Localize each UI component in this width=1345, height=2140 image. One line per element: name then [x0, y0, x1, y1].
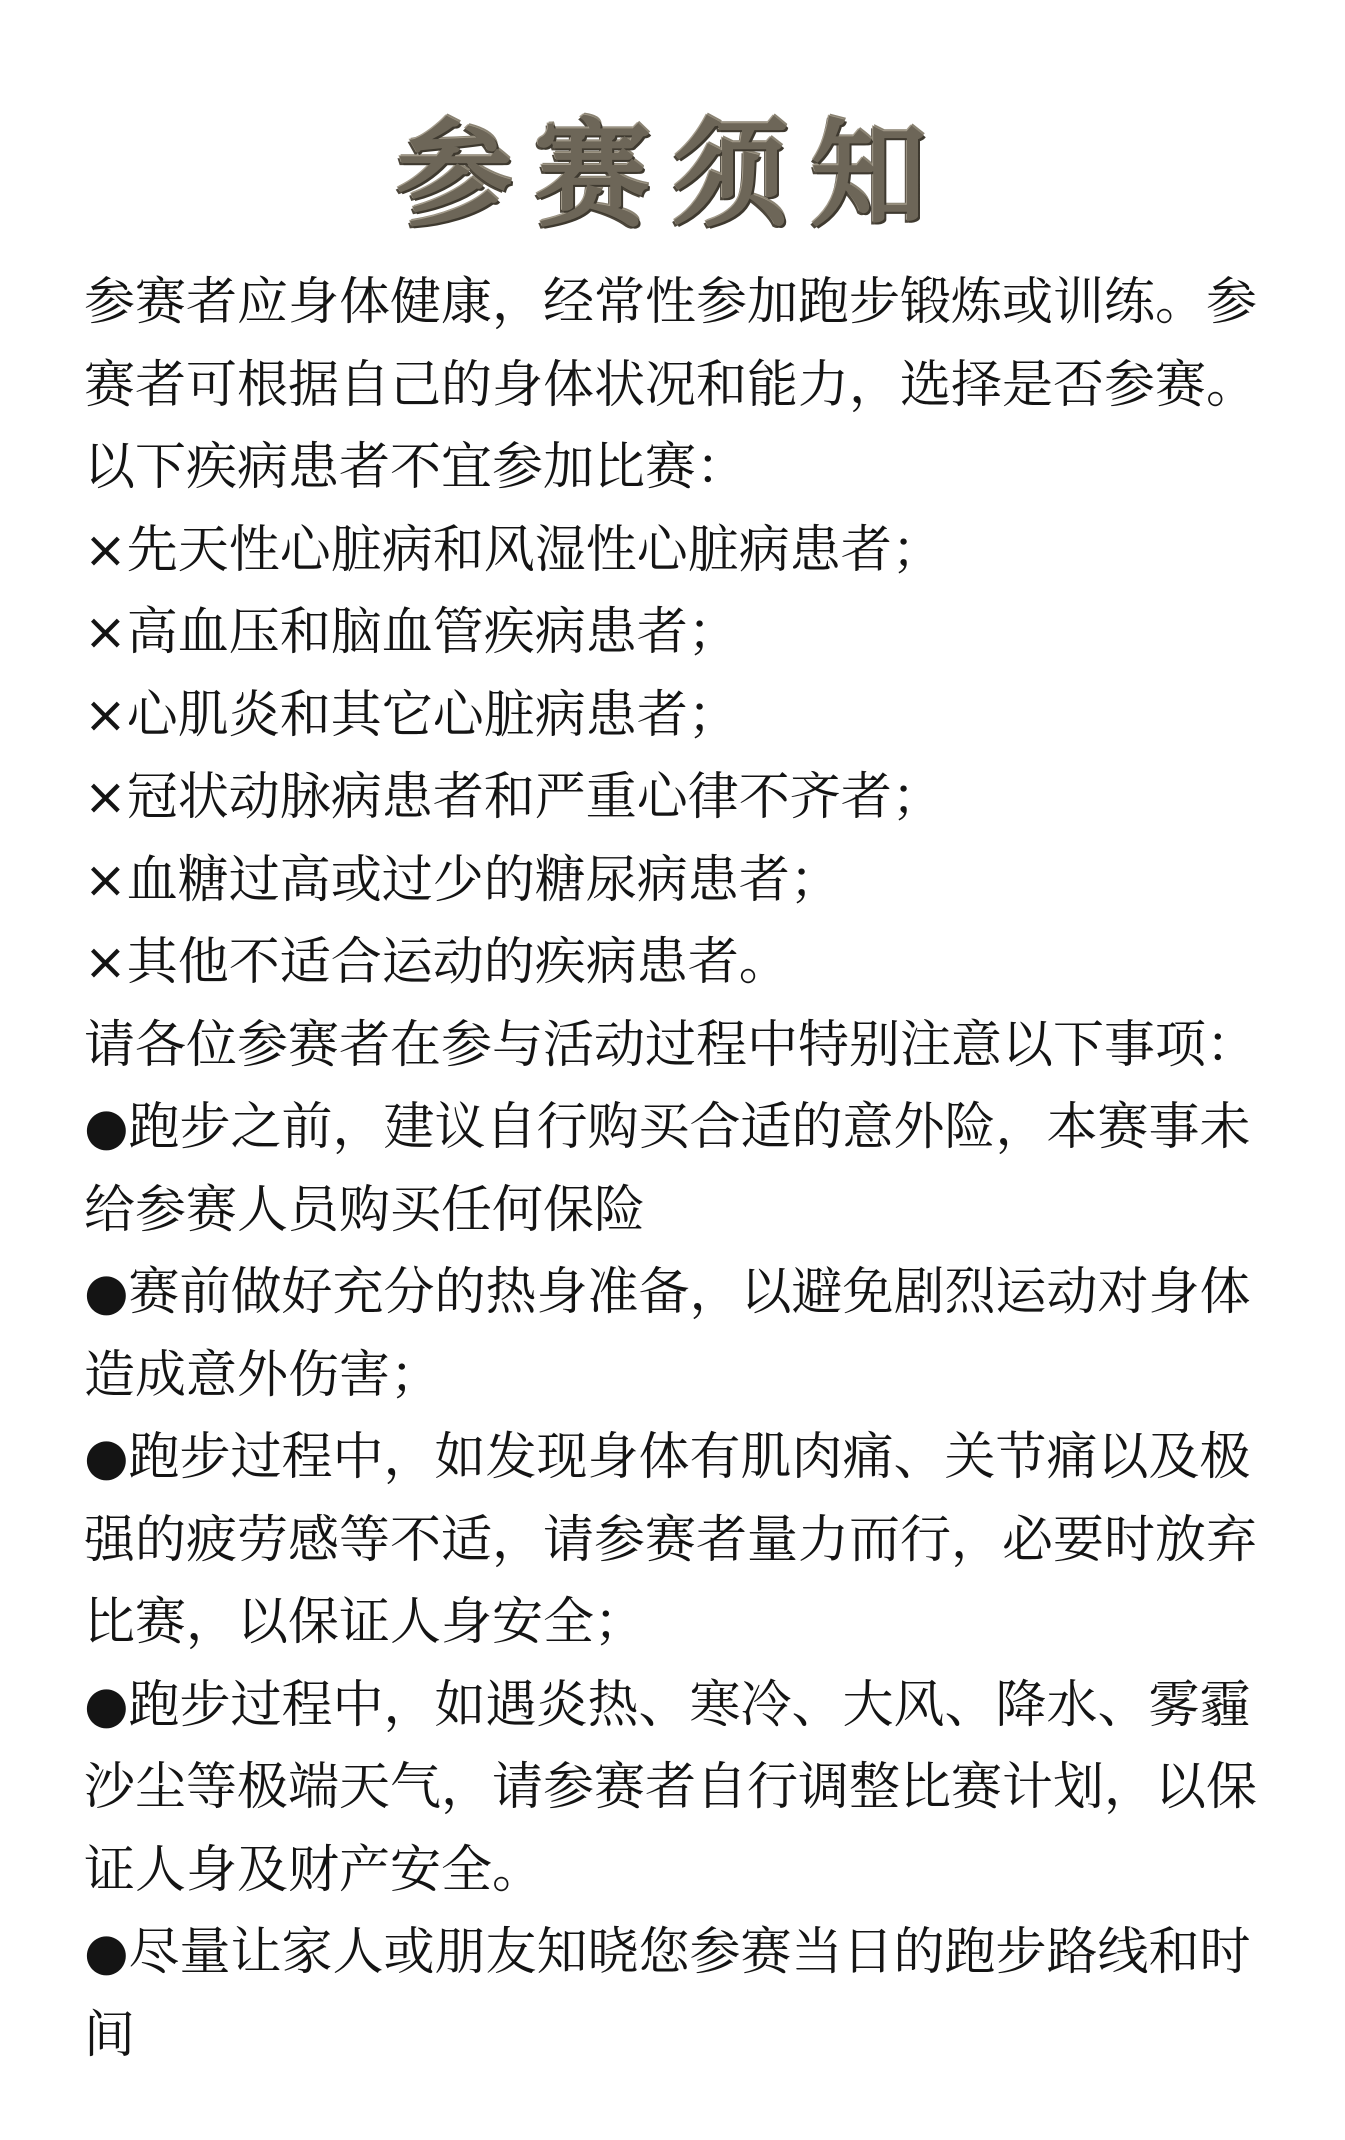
list-item: ●尽量让家人或朋友知晓您参赛当日的跑步路线和时	[84, 1923, 1251, 1982]
text-line: 强的疲劳感等不适，请参赛者量力而行，必要时放弃	[84, 1510, 1258, 1570]
text-line: 沙尘等极端天气，请参赛者自行调整比赛计划，以保	[84, 1758, 1258, 1817]
list-item: ●赛前做好充分的热身准备，以避免剧烈运动对身体	[84, 1263, 1251, 1322]
text-line: 请各位参赛者在参与活动过程中特别注意以下事项：	[84, 1015, 1258, 1075]
list-item: ×心肌炎和其它心脏病患者；	[84, 685, 739, 745]
list-item: ×高血压和脑血管疾病患者；	[84, 603, 739, 662]
list-item: ×其他不适合运动的疾病患者。	[84, 933, 790, 992]
text-line: 证人身及财产安全。	[84, 1840, 544, 1900]
text-line: 以下疾病患者不宜参加比赛：	[84, 438, 748, 497]
text-line: 比赛，以保证人身安全；	[84, 1593, 646, 1652]
list-item: ×先天性心脏病和风湿性心脏病患者；	[84, 520, 943, 580]
text-line: 参赛者应身体健康，经常性参加跑步锻炼或训练。参	[84, 273, 1258, 332]
list-item: ×血糖过高或过少的糖尿病患者；	[84, 850, 841, 910]
page-title: 参赛须知	[396, 108, 949, 243]
text-line: 造成意外伤害；	[84, 1345, 442, 1405]
list-item: ●跑步之前，建议自行购买合适的意外险，本赛事未	[84, 1098, 1251, 1157]
list-item: ●跑步过程中，如发现身体有肌肉痛、关节痛以及极	[84, 1428, 1251, 1487]
notice-body	[84, 262, 1264, 2077]
text-line: 赛者可根据自己的身体状况和能力，选择是否参赛。	[84, 355, 1258, 415]
text-line: 给参赛人员购买任何保险	[84, 1180, 646, 1240]
list-item: ●跑步过程中，如遇炎热、寒冷、大风、降水、雾霾	[84, 1675, 1251, 1735]
list-item: ×冠状动脉病患者和严重心律不齐者；	[84, 768, 943, 827]
text-line: 间	[84, 2005, 136, 2065]
